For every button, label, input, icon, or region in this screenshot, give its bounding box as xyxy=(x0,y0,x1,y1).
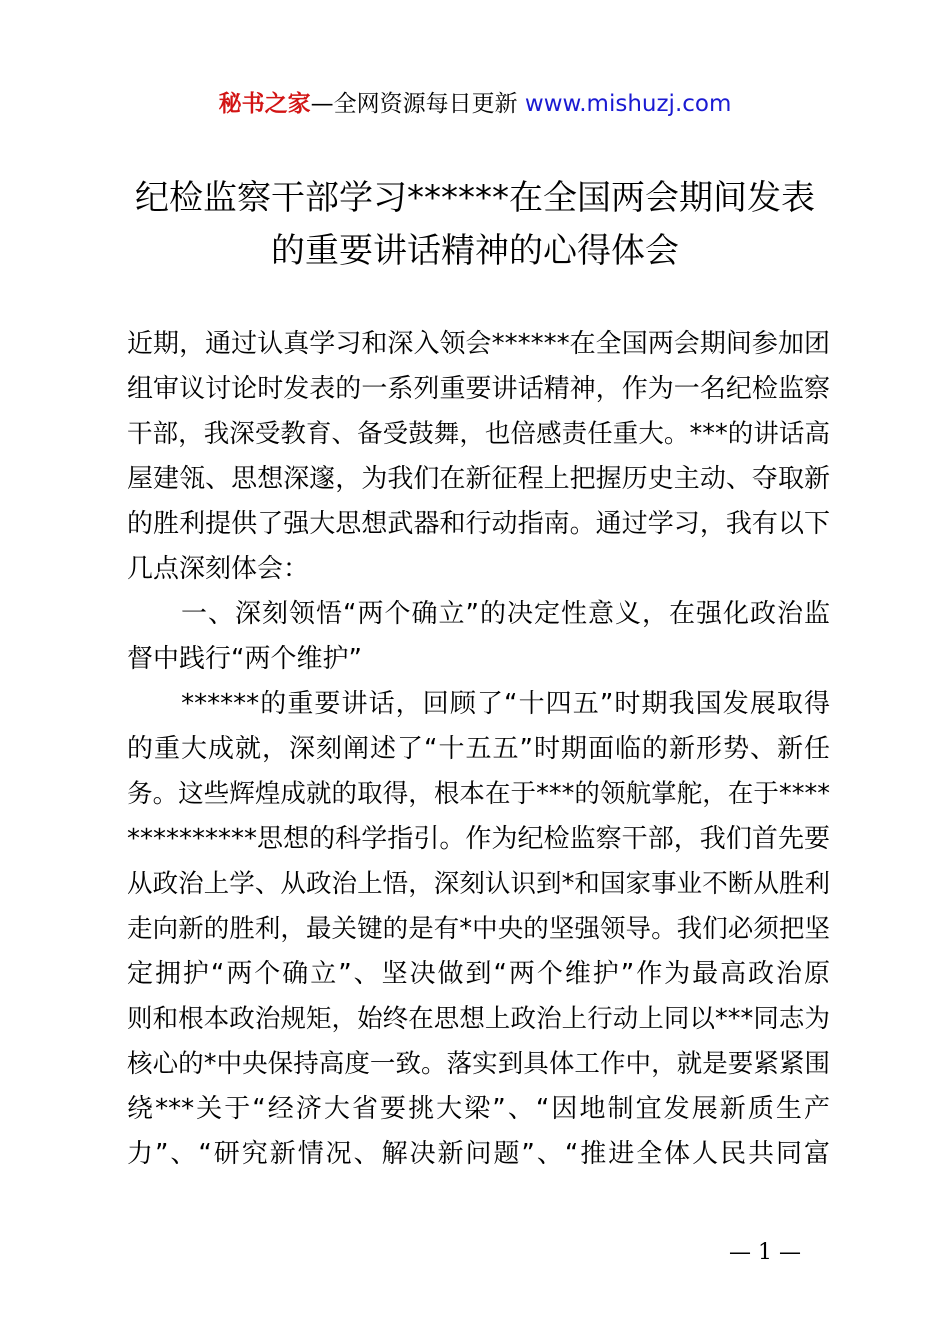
header-url[interactable]: www.mishuzj.com xyxy=(524,91,732,117)
title-line-2: 的重要讲话精神的心得体会 xyxy=(271,231,679,271)
section-heading-line: 一、深刻领悟“两个确立”的决定性意义，在强化政治监 xyxy=(127,599,830,629)
body-line: 的胜利提供了强大思想武器和行动指南。通过学习，我有以下 xyxy=(127,509,830,539)
section-heading-line: 督中践行“两个维护” xyxy=(127,644,362,674)
body-line: 组审议讨论时发表的一系列重要讲话精神，作为一名纪检监察 xyxy=(127,374,830,404)
document-title xyxy=(90,172,860,278)
body-line: 近期，通过认真学习和深入领会******在全国两会期间参加团 xyxy=(127,329,830,359)
body-line: 绕***关于“经济大省要挑大梁”、“因地制宜发展新质生产 xyxy=(127,1094,830,1124)
body-line: 干部，我深受教育、备受鼓舞，也倍感责任重大。***的讲话高 xyxy=(127,419,830,449)
page-number: — 1 — xyxy=(729,1240,801,1265)
header-tagline: —全网资源每日更新 xyxy=(310,91,525,117)
document-body xyxy=(127,322,830,1177)
body-line: 走向新的胜利，最关键的是有*中央的坚强领导。我们必须把坚 xyxy=(127,914,830,944)
body-line: 则和根本政治规矩，始终在思想上政治上行动上同以***同志为 xyxy=(127,1004,830,1034)
body-line: 核心的*中央保持高度一致。落实到具体工作中，就是要紧紧围 xyxy=(127,1049,830,1079)
brand-name: 秘书之家 xyxy=(218,91,311,117)
body-line: 定拥护“两个确立”、坚决做到“两个维护”作为最高政治原 xyxy=(127,959,830,989)
title-line-1: 纪检监察干部学习******在全国两会期间发表 xyxy=(135,178,815,218)
body-line: 力”、“研究新情况、解决新问题”、“推进全体人民共同富 xyxy=(127,1139,830,1169)
body-line: 务。这些辉煌成就的取得，根本在于***的领航掌舵，在于**** xyxy=(127,779,830,809)
body-line: 屋建瓴、思想深邃，为我们在新征程上把握历史主动、夺取新 xyxy=(127,464,830,494)
body-line: ******的重要讲话，回顾了“十四五”时期我国发展取得 xyxy=(127,689,830,719)
body-line: **********思想的科学指引。作为纪检监察干部，我们首先要 xyxy=(127,824,830,854)
body-line: 的重大成就，深刻阐述了“十五五”时期面临的新形势、新任 xyxy=(127,734,830,764)
body-line: 几点深刻体会： xyxy=(127,554,310,584)
site-header xyxy=(0,88,950,120)
body-line: 从政治上学、从政治上悟，深刻认识到*和国家事业不断从胜利 xyxy=(127,869,830,899)
